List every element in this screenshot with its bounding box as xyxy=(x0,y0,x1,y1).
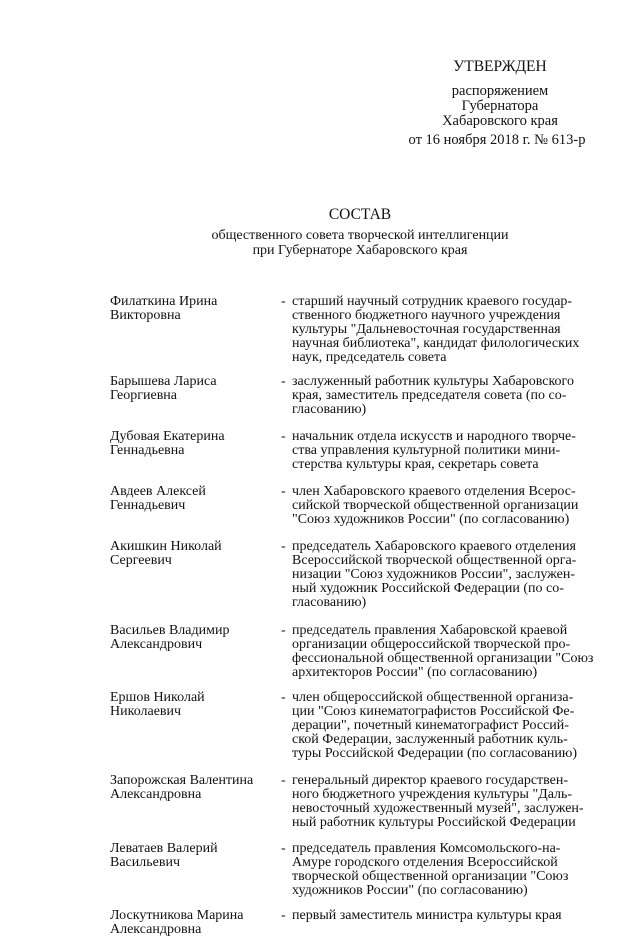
member-row xyxy=(110,375,615,417)
member-separator: - xyxy=(281,690,286,705)
member-row xyxy=(110,774,615,830)
member-name: Дубовая Екатерина Геннадьевна xyxy=(110,429,225,458)
approval-line: Губернатора xyxy=(461,98,539,114)
member-name: Авдеев Алексей Геннадьевич xyxy=(110,484,206,513)
document-subtitle: при Губернаторе Хабаровского края xyxy=(252,243,468,258)
member-name: Васильев Владимир Александрович xyxy=(110,623,230,652)
member-name: Запорожская Валентина Александровна xyxy=(110,773,254,802)
member-name: Филаткина Ирина Викторовна xyxy=(110,294,218,323)
member-name: Барышева Лариса Георгиевна xyxy=(110,374,217,403)
member-row xyxy=(110,842,615,898)
member-list xyxy=(110,294,615,937)
member-separator: - xyxy=(281,374,286,389)
member-row xyxy=(110,691,615,761)
member-separator: - xyxy=(281,484,286,499)
member-separator: - xyxy=(281,539,286,554)
member-description: начальник отдела искусств и народного творче- ства управления культурной политики мини- стерства культуры края, секретарь совета xyxy=(292,429,576,472)
member-separator: - xyxy=(281,294,286,309)
member-name: Лоскутникова Марина Александровна xyxy=(110,908,244,937)
approval-line: распоряжением xyxy=(451,83,549,99)
member-separator: - xyxy=(281,841,286,856)
member-separator: - xyxy=(281,623,286,638)
member-row xyxy=(110,624,615,680)
member-description: член Хабаровского краевого отделения Всерос- сийской творческой общественной организации "Союз художников России" (по согласованию) xyxy=(292,484,579,527)
member-description: член общероссийской общественной организа- ции "Союз кинематографистов Российской Фе- дерации", почетный кинематографист Россий- ской Федерации, заслуженный работник куль- туры Российской Федерации (по согласованию) xyxy=(292,690,578,761)
member-row xyxy=(110,430,615,472)
member-separator: - xyxy=(281,908,286,923)
member-description: председатель Хабаровского краевого отделения Всероссийской творческой общественной орга- низации "Союз художников России", заслужен- ный художник Российской Федерации (по со- гласованию) xyxy=(292,539,577,610)
member-name: Ершов Николай Николаевич xyxy=(110,690,205,719)
approval-heading: УТВЕРЖДЕН xyxy=(453,58,547,75)
member-description: первый заместитель министра культуры края xyxy=(292,908,562,923)
approval-date: от 16 ноября 2018 г. № 613-р xyxy=(408,132,586,148)
member-description: генеральный директор краевого государствен- ного бюджетного учреждения культуры "Даль- невосточный художественный музей", заслужен- ный работник культуры Российской Федерации xyxy=(292,773,584,830)
title-block xyxy=(180,206,540,258)
member-description: старший научный сотрудник краевого государ- ственного бюджетного научного учреждения культуры "Дальневосточная государственная научная библиотека", кандидат филологических наук, председатель совета xyxy=(292,294,580,365)
member-name: Акишкин Николай Сергеевич xyxy=(110,539,222,568)
member-row xyxy=(110,485,615,527)
member-description: председатель правления Хабаровской краевой организации общероссийской творческой про- фессиональной общественной организации "Союз архитекторов России" (по согласованию) xyxy=(292,623,594,680)
member-name: Леватаев Валерий Васильевич xyxy=(110,841,218,870)
member-separator: - xyxy=(281,429,286,444)
member-row xyxy=(110,540,615,610)
member-separator: - xyxy=(281,773,286,788)
document-title: СОСТАВ xyxy=(328,206,392,223)
document-subtitle: общественного совета творческой интеллигенции xyxy=(211,228,509,243)
member-description: заслуженный работник культуры Хабаровского края, заместитель председателя совета (по со- гласованию) xyxy=(292,374,574,417)
member-row xyxy=(110,295,615,365)
approval-block xyxy=(400,58,600,148)
member-row xyxy=(110,908,615,937)
approval-line: Хабаровского края xyxy=(442,113,558,129)
member-description: председатель правления Комсомольского-на- Амуре городского отделения Всероссийской творческой общественной организации "Союз художников России" (по согласованию) xyxy=(292,841,569,898)
